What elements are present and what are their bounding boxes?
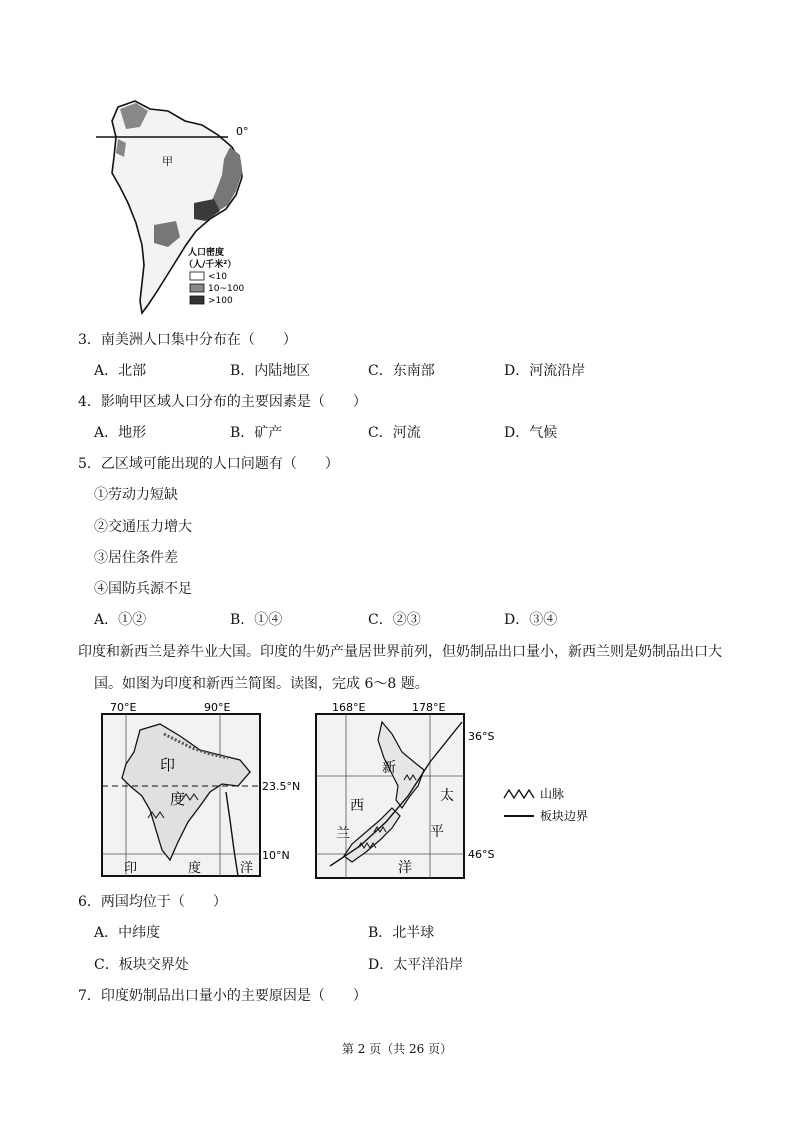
q5-option-b[interactable]: B．①④ <box>230 612 283 628</box>
india-ocean-3: 洋 <box>240 861 254 876</box>
intro-line-1: 印度和新西兰是养牛业大国。印度的牛奶产量居世界前列，但奶制品出口量小，新西兰则是奶制品出口大 <box>78 644 722 660</box>
q6-option-a[interactable]: A．中纬度 <box>94 925 161 941</box>
map-legend <box>500 780 610 830</box>
q6-option-b[interactable]: B．北半球 <box>368 925 435 941</box>
nz-ocean-3: 洋 <box>398 860 412 876</box>
india-lon-90: 90°E <box>204 701 231 714</box>
legend-title-2: （人/千米²） <box>184 260 237 270</box>
nz-lat-36: 36°S <box>468 730 495 743</box>
nz-ocean-1: 太 <box>440 788 454 804</box>
q5-item-3: ③居住条件差 <box>94 550 178 566</box>
q5-option-a[interactable]: A．①② <box>94 612 147 628</box>
nz-country-1: 新 <box>382 760 396 776</box>
legend-swatch-low <box>190 272 204 280</box>
nz-lat-46: 46°S <box>468 848 495 861</box>
question-7-stem: 7．印度奶制品出口量小的主要原因是（ ） <box>78 988 367 1004</box>
q4-option-d[interactable]: D．气候 <box>504 425 558 441</box>
q4-option-c[interactable]: C．河流 <box>368 425 421 441</box>
q5-item-4: ④国防兵源不足 <box>94 581 192 597</box>
q5-item-2: ②交通压力增大 <box>94 519 192 535</box>
nz-country-3: 兰 <box>336 826 350 842</box>
india-ocean-1: 印 <box>124 861 138 876</box>
q6-option-d[interactable]: D．太平洋沿岸 <box>368 957 464 973</box>
india-country-2: 度 <box>170 790 186 808</box>
south-america-population-map <box>90 95 290 320</box>
india-lon-70: 70°E <box>110 701 137 714</box>
nz-ocean-2: 平 <box>430 824 444 840</box>
q3-option-b[interactable]: B．内陆地区 <box>230 363 311 379</box>
india-lat-23: 23.5°N <box>262 780 300 793</box>
q4-option-b[interactable]: B．矿产 <box>230 425 283 441</box>
legend-title-1: 人口密度 <box>188 248 225 258</box>
india-ocean-2: 度 <box>188 861 202 876</box>
india-map <box>100 700 300 880</box>
nz-country-2: 西 <box>350 798 364 814</box>
legend-swatch-high <box>190 296 204 304</box>
nz-lon-178: 178°E <box>412 701 446 714</box>
legend-swatch-mid <box>190 284 204 292</box>
region-jia-label: 甲 <box>162 155 173 168</box>
q4-option-a[interactable]: A．地形 <box>94 425 147 441</box>
question-5-stem: 5．乙区域可能出现的人口问题有（ ） <box>78 456 339 472</box>
india-lat-10: 10°N <box>262 849 290 862</box>
india-country-1: 印 <box>160 756 176 774</box>
question-3-stem: 3．南美洲人口集中分布在（ ） <box>78 332 297 348</box>
page-footer: 第 2 页（共 26 页） <box>341 1042 453 1056</box>
q3-option-d[interactable]: D．河流沿岸 <box>504 363 586 379</box>
question-4-stem: 4．影响甲区域人口分布的主要因素是（ ） <box>78 394 367 410</box>
legend-label-low: <10 <box>208 272 227 282</box>
q3-option-c[interactable]: C．东南部 <box>368 363 435 379</box>
intro-line-2: 国。如图为印度和新西兰简图。读图，完成 6～8 题。 <box>94 676 429 692</box>
q5-option-c[interactable]: C．②③ <box>368 612 421 628</box>
question-6-stem: 6．两国均位于（ ） <box>78 894 227 910</box>
nz-lon-168: 168°E <box>332 701 366 714</box>
q6-option-c[interactable]: C．板块交界处 <box>94 957 189 973</box>
legend-label-mid: 10~100 <box>208 284 245 294</box>
equator-label: 0° <box>236 125 249 138</box>
legend-plate-boundary-label: 板块边界 <box>540 809 589 823</box>
q5-option-d[interactable]: D．③④ <box>504 612 558 628</box>
q3-option-a[interactable]: A．北部 <box>94 363 147 379</box>
legend-label-high: >100 <box>208 296 233 306</box>
mountain-icon <box>504 790 534 798</box>
legend-mountain-label: 山脉 <box>540 787 565 801</box>
q5-item-1: ①劳动力短缺 <box>94 487 178 503</box>
new-zealand-map <box>312 700 512 882</box>
